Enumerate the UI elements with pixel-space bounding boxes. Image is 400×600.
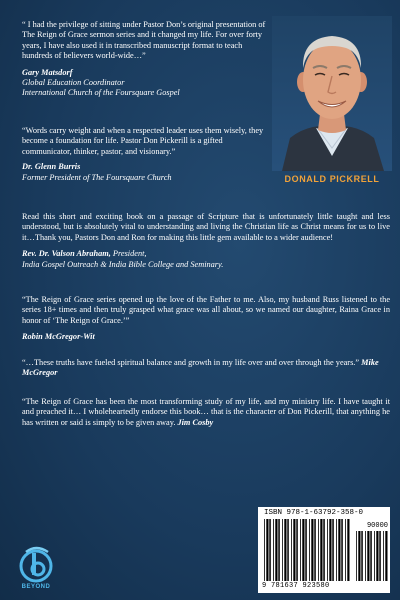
barcode-bar	[287, 519, 289, 581]
endorsement-name: Rev. Dr. Valson Abraham,	[22, 249, 111, 259]
barcode-bar	[293, 519, 295, 581]
barcode-bar	[320, 519, 322, 581]
barcode-bar	[356, 531, 357, 581]
author-photo-caption: DONALD PICKRELL	[284, 174, 380, 184]
endorsement-quote-line	[22, 358, 390, 379]
barcode-bar	[266, 519, 268, 581]
endorsement-name: Jim Cosby	[177, 417, 214, 427]
endorsement-matsdorf	[22, 20, 266, 99]
endorsement-title: Global Education Coordinator	[22, 78, 125, 88]
endorsement-quote-line	[22, 397, 390, 428]
barcode-bar	[367, 531, 369, 581]
barcode-bar	[379, 531, 381, 581]
barcode-bar	[284, 519, 286, 581]
barcode-bar	[269, 519, 271, 581]
publisher-logo-text: BEYOND	[21, 584, 51, 590]
barcode-bar	[302, 519, 304, 581]
barcode-bar	[305, 519, 307, 581]
barcode-bar	[383, 531, 384, 581]
barcode-bar	[365, 531, 366, 581]
barcode-bar	[296, 519, 298, 581]
barcode-bar	[278, 519, 280, 581]
barcode-bar	[314, 519, 316, 581]
barcode-bar	[300, 519, 301, 581]
endorsement-quote: “…These truths have fueled spiritual balance and growth in my life over and over through the years.”	[22, 358, 360, 367]
barcode-bar	[309, 519, 310, 581]
author-portrait-image	[272, 16, 392, 171]
barcode-bar	[361, 531, 363, 581]
endorsement-quote: Read this short and exciting book on a passage of Scripture that is unfortunately little taught and less understood, but is absolutely vital to understanding and living the Christian life as Christ means for us to live it…Thank you, Pastors Don and Ron for making this little gem available to a wider audience!	[22, 212, 390, 242]
barcode-price-code: 90000	[366, 522, 388, 530]
barcode-bar	[327, 519, 328, 581]
endorsement-name: Mike McGregor	[22, 358, 379, 378]
barcode-bar	[311, 519, 313, 581]
endorsement-title: President,	[110, 249, 147, 259]
barcode-bar	[318, 519, 319, 581]
barcode-number: 9 781637 923580	[262, 582, 330, 590]
barcode-bar	[385, 531, 387, 581]
endorsement-title-line	[22, 249, 390, 259]
endorsement-quote: “The Reign of Grace has been the most transforming study of my life, and my ministry life. I have taught it and preached it… I wholeheartedly endorse this book… that is the character of Don Pickerill, that anything he has written or said is simply to be given away.	[22, 397, 390, 427]
barcode-isbn: ISBN 978-1-63792-358-0	[264, 509, 364, 517]
endorsement-title: Former President of The Foursquare Church	[22, 172, 172, 182]
endorsement-name: Dr. Glenn Burris	[22, 162, 81, 172]
endorsement-mcgregor	[22, 358, 390, 379]
author-photo	[272, 16, 392, 171]
endorsement-title: India Gospel Outreach & India Bible College and Seminary.	[22, 259, 224, 269]
barcode-bar	[275, 519, 277, 581]
barcode-bar	[347, 519, 349, 581]
barcode-bar	[291, 519, 292, 581]
barcode	[258, 507, 390, 593]
publisher-logo-icon	[14, 544, 58, 584]
barcode-bar	[332, 519, 334, 581]
endorsement-abraham	[22, 212, 390, 270]
barcode-bar	[376, 531, 378, 581]
barcode-bar	[329, 519, 331, 581]
endorsement-burris	[22, 126, 266, 183]
barcode-bar	[370, 531, 372, 581]
endorsement-quote: “Words carry weight and when a respected leader uses them wisely, they become a foundation for life. Pastor Don Pickerill is a gifted communicator, thinker, pastor, and visionary.”	[22, 126, 264, 156]
endorsement-quote: “The Reign of Grace series opened up the love of the Father to me. Also, my husband Russ listened to the series 18+ times and then truly grasped what grace was all about, so we named our daughter, Raina Grace in honor of ‘The Reign of Grace.’”	[22, 295, 390, 325]
barcode-bar	[341, 519, 343, 581]
endorsement-name: Gary Matsdorf	[22, 67, 73, 77]
endorsement-quote: “ I had the privilege of sitting under Pastor Don’s original presentation of The Reign of Grace sermon series and it changed my life. For over forty years, I have also used it in transcribed manuscript format to teach hundreds of believers world-wide…”	[22, 20, 266, 61]
barcode-bars	[258, 507, 390, 593]
barcode-bar	[338, 519, 340, 581]
barcode-bar	[264, 519, 265, 581]
barcode-bar	[336, 519, 337, 581]
endorsement-mcgregor-wit	[22, 295, 390, 343]
barcode-bar	[358, 531, 360, 581]
barcode-bar	[282, 519, 283, 581]
endorsement-cosby	[22, 397, 390, 428]
barcode-bar	[374, 531, 375, 581]
barcode-bar	[273, 519, 274, 581]
barcode-bar	[345, 519, 346, 581]
endorsement-title: International Church of the Foursquare Gospel	[22, 88, 180, 98]
barcode-bar	[323, 519, 325, 581]
endorsement-name: Robin McGregor-Wit	[22, 332, 95, 342]
